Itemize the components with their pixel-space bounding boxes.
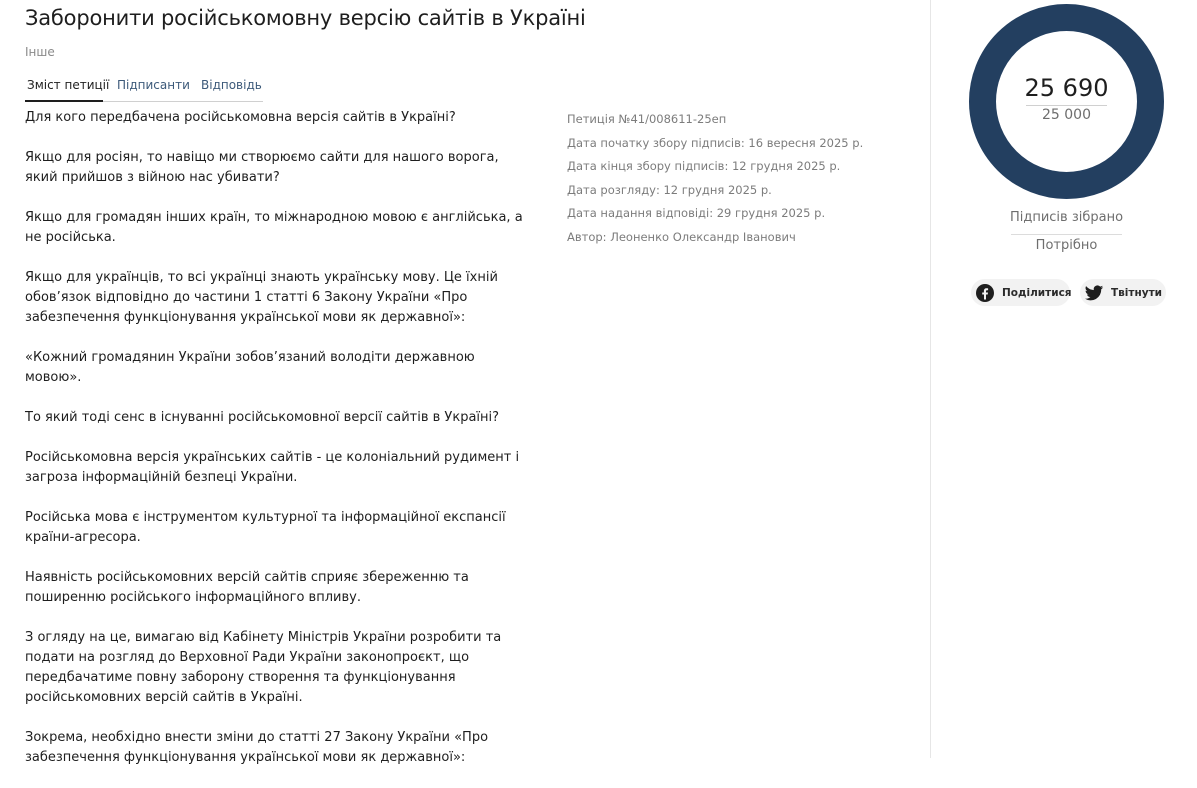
petition-number: Петиція №41/008611-25еп (567, 112, 727, 126)
required-label: Потрібно (1035, 238, 1098, 253)
petition-paragraph: З огляду на це, вимагаю від Кабінету Міністрів України розробити та подати на розгляд до Верховної Ради України законопроєкт, що передбачатиме повну заборону створення та функціонування російськомовних версій сайтів в Україні. (25, 630, 502, 705)
petition-paragraph: Російськомовна версія українських сайтів - це колоніальний рудимент і загроза інформаційній безпеці України. (25, 450, 520, 485)
sidebar-divider (930, 0, 931, 758)
petition-paragraph: Російська мова є інструментом культурної та інформаційної експансії країни-агресора. (25, 510, 506, 545)
active-tab-indicator (25, 100, 103, 102)
count-separator (1026, 105, 1107, 106)
petition-title: Заборонити російськомовну версію сайтів в Україні (25, 6, 586, 30)
tab-signers[interactable]: Підписанти (117, 78, 190, 92)
stat-separator (1011, 234, 1122, 235)
review-date: Дата розгляду: 12 грудня 2025 р. (567, 182, 772, 197)
start-date: Дата початку збору підписів: 16 вересня 2025 р. (567, 135, 864, 150)
facebook-share-button[interactable] (971, 279, 1070, 306)
petition-category: Інше (25, 45, 55, 59)
petition-paragraph: Зокрема, необхідно внести зміни до статті 27 Закону України «Про забезпечення функціонування української мови як державної»: (25, 730, 489, 765)
petition-tabs (25, 74, 263, 102)
petition-paragraph: Якщо для громадян інших країн, то міжнародною мовою є англійська, а не російська. (25, 210, 523, 245)
signatures-collected: 25 690 (1024, 74, 1109, 102)
signatures-required: 25 000 (1042, 107, 1091, 123)
collected-label: Підписів зібрано (1009, 210, 1124, 225)
petition-text (25, 108, 525, 788)
twitter-share-label: Твітнути (1111, 286, 1163, 299)
petition-paragraph: Наявність російськомовних версій сайтів сприяє збереженню та поширенню російського інформаційного впливу. (25, 570, 469, 605)
petition-paragraph: То який тоді сенс в існуванні російськомовної версії сайтів в Україні? (25, 410, 500, 425)
twitter-icon (1084, 283, 1104, 303)
end-date: Дата кінця збору підписів: 12 грудня 2025 р. (567, 159, 841, 173)
petition-meta (567, 108, 863, 249)
petition-author: Автор: Леоненко Олександр Іванович (567, 229, 796, 244)
petition-paragraph: «Кожний громадянин України зобов’язаний володіти державною мовою». (25, 350, 475, 385)
petition-paragraph: Якщо для українців, то всі українці знають українську мову. Це їхній обов’язок відповідно до частини 1 статті 6 Закону України «Про забезпечення функціонування української мови як державної»: (25, 270, 498, 325)
petition-paragraph: Якщо для росіян, то навіщо ми створюємо сайти для нашого ворога, який прийшов з війною нас убивати? (25, 150, 499, 185)
facebook-icon (975, 283, 995, 303)
facebook-share-label: Поділитися (1002, 286, 1072, 299)
tab-content[interactable]: Зміст петиції (27, 78, 110, 92)
answer-date: Дата надання відповіді: 29 грудня 2025 р. (567, 206, 826, 220)
tab-answer[interactable]: Відповідь (201, 78, 262, 92)
twitter-share-button[interactable] (1080, 279, 1166, 306)
petition-paragraph: Для кого передбачена російськомовна версія сайтів в Україні? (25, 110, 456, 125)
